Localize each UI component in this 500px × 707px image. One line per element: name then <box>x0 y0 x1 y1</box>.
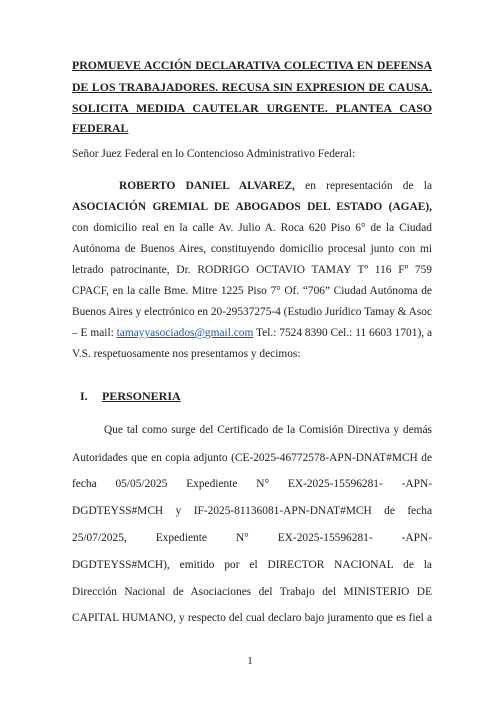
email-prefix: – E mail: <box>72 327 117 339</box>
body-line-6: DGDTEYSS#MCH), emitido por el DIRECTOR NACIONAL de la <box>72 559 432 571</box>
intro-line-5: Buenos Aires y electrónico en 20-29537275-4 (Estudio Jurídico Tamay & Asoc <box>72 306 432 318</box>
email-link[interactable]: tamayyasociados@gmail.com <box>116 327 254 339</box>
body-line-2: Autoridades que en copia adjunto (CE-2025-46772578-APN-DNAT#MCH de <box>72 452 432 464</box>
section-title: PERSONERIA <box>102 389 181 403</box>
body-line-7: Dirección Nacional de Asociaciones del Trabajo del MINISTERIO DE <box>72 586 432 598</box>
title-line-2: DE LOS TRABAJADORES. RECUSA SIN EXPRESION DE CAUSA. <box>72 80 432 94</box>
association-name: ASOCIACIÓN GREMIAL DE ABOGADOS DEL ESTADO (AGAE), <box>72 201 432 213</box>
body-line-8: CAPITAL HUMANO, y respecto del cual declaro bajo juramento que es fiel a <box>72 612 432 624</box>
body-line-5: 25/07/2025, Expediente N° EX-2025-15596281- -APN- <box>72 532 432 544</box>
intro-line-3: letrado patrocinante, Dr. RODRIGO OCTAVIO TAMAY Tº 116 Fº 759 <box>72 264 432 276</box>
body-line-3: fecha 05/05/2025 Expediente N° EX-2025-15596281- -APN- <box>72 478 432 490</box>
intro-first-line <box>119 180 432 192</box>
intro-representation-text: en representación de la <box>294 180 433 192</box>
email-suffix: Tel.: 7524 8390 Cel.: 11 6603 1701), a <box>253 327 432 339</box>
petitioner-name: ROBERTO DANIEL ALVAREZ, <box>119 180 295 192</box>
page-number: 1 <box>247 655 253 667</box>
body-line-4: DGDTEYSS#MCH y IF-2025-81136081-APN-DNAT#MCH de fecha <box>72 505 432 517</box>
intro-email-line <box>72 327 432 339</box>
body-line-1: Que tal como surge del Certificado de la Comisión Directiva y demás <box>104 424 432 436</box>
section-number: I. <box>80 389 88 403</box>
intro-line-4: CPACF, en la calle Bme. Mitre 1225 Piso 7° Of. “706” Ciudad Autónoma de <box>72 285 432 297</box>
salutation: Señor Juez Federal en lo Contencioso Administrativo Federal: <box>72 148 356 160</box>
title-line-1: PROMUEVE ACCIÓN DECLARATIVA COLECTIVA EN DEFENSA <box>72 58 432 72</box>
intro-line-1: con domicilio real en la calle Av. Julio A. Roca 620 Piso 6° de la Ciudad <box>72 222 432 234</box>
title-line-3: SOLICITA MEDIDA CAUTELAR URGENTE. PLANTEA CASO <box>72 101 432 115</box>
intro-line-2: Autónoma de Buenos Aires, constituyendo domicilio procesal junto con mi <box>72 243 432 255</box>
title-line-4: FEDERAL <box>72 121 129 135</box>
intro-closing: V.S. respetuosamente nos presentamos y decimos: <box>72 348 301 360</box>
